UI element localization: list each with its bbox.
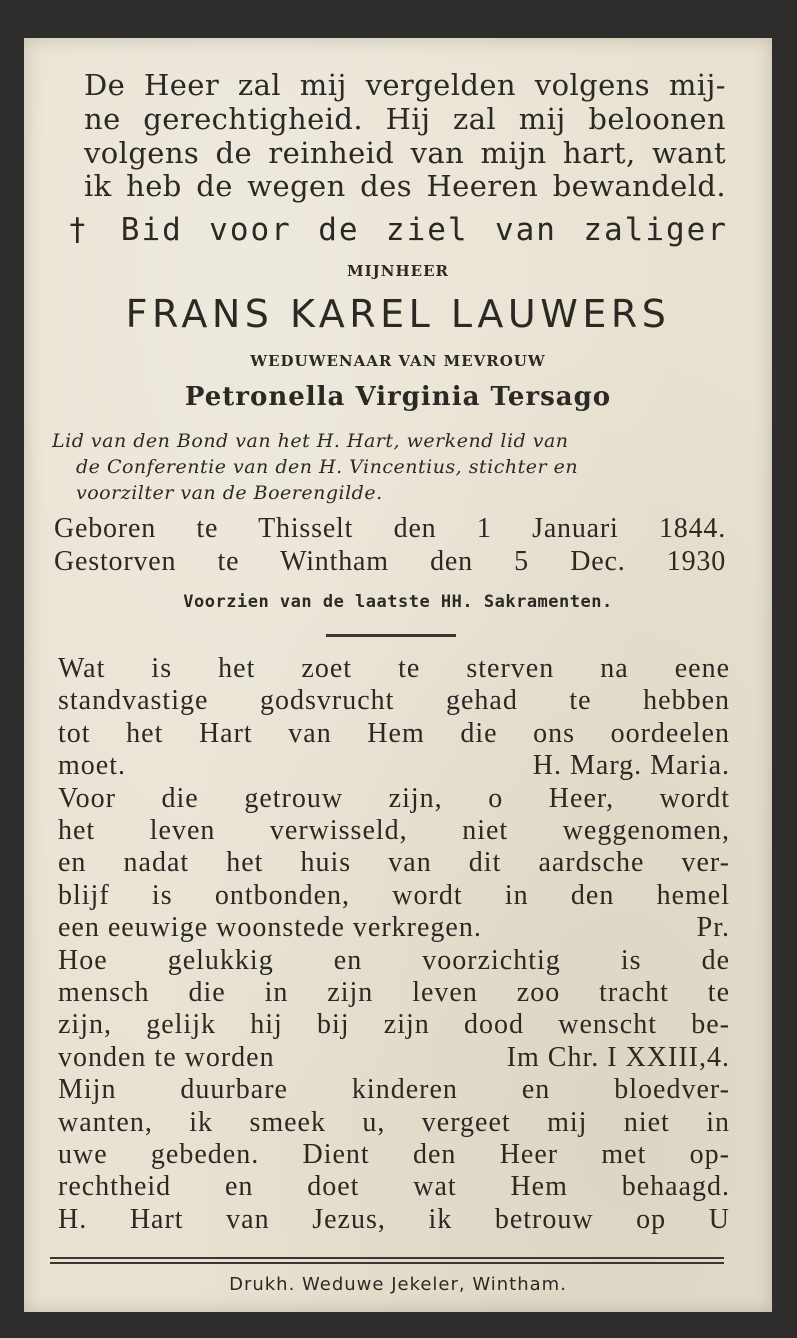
reflection-line — [58, 1204, 730, 1236]
prayer-line: † Bid voor de ziel van zaliger — [68, 212, 728, 248]
section-divider — [326, 634, 456, 637]
reflection-text: rechtheid en doet wat Hem behaagd. — [58, 1171, 730, 1203]
verse-line: De Heer zal mij vergelden volgens mij- — [84, 68, 726, 102]
membership-line: voorzilter van de Boerengilde. — [76, 482, 383, 504]
reflection-text: vonden te worden — [58, 1041, 275, 1073]
reflection-citation: H. Marg. Maria. — [532, 750, 730, 782]
footer-rule — [50, 1257, 724, 1259]
reflection-line — [58, 718, 730, 750]
reflection-text: Mijn duurbare kinderen en bloedver- — [58, 1074, 730, 1106]
reflection-text: en nadat het huis van dit aardsche ver- — [58, 847, 730, 879]
reflection-text: wanten, ik smeek u, vergeet mij niet in — [58, 1106, 730, 1138]
reflection-line — [58, 1009, 730, 1041]
reflection-text: Wat is het zoet te sterven na eene — [58, 653, 730, 684]
wife-name: Petronella Virginia Tersago — [184, 382, 612, 412]
reflection-text: zijn, gelijk hij bij zijn dood wenscht be- — [58, 1009, 730, 1041]
reflection-line — [58, 945, 730, 977]
reflection-line — [58, 750, 730, 782]
reflection-line — [58, 977, 730, 1009]
verse-line: volgens de reinheid van mijn hart, want — [84, 136, 726, 170]
deceased-name: FRANS KAREL LAUWERS — [125, 292, 671, 336]
reflection-line — [58, 847, 730, 879]
reflection-text: het leven verwisseld, niet weggenomen, — [58, 815, 730, 846]
reflection-line — [58, 912, 730, 944]
reflection-text: tot het Hart van Hem die ons oordeelen — [58, 717, 730, 749]
memorial-card — [24, 38, 772, 1312]
reflection-citation: Im Chr. I XXIII,4. — [506, 1041, 730, 1073]
birth-line: Geboren te Thisselt den 1 Januari 1844. — [54, 513, 726, 544]
reflection-line — [58, 1042, 730, 1074]
reflection-text: blijf is ontbonden, wordt in den hemel — [58, 879, 730, 911]
reflection-text: H. Hart van Jezus, ik betrouw op U — [58, 1203, 730, 1235]
reflection-line — [58, 1074, 730, 1106]
title-prefix: MIJNHEER — [347, 262, 449, 280]
reflection-text: mensch die in zijn leven zoo tracht te — [58, 977, 730, 1008]
reflection-line — [58, 653, 730, 685]
membership-line: Lid van den Bond van het H. Hart, werkend lid van — [52, 430, 569, 452]
reflection-citation: Pr. — [696, 912, 730, 944]
reflection-text: een eeuwige woonstede verkregen. — [58, 912, 482, 944]
reflection-line — [58, 1139, 730, 1171]
footer-rule — [50, 1262, 724, 1264]
reflection-text: Voor die getrouw zijn, o Heer, wordt — [58, 782, 730, 814]
reflection-text: moet. — [58, 750, 126, 782]
membership-line: de Conferentie van den H. Vincentius, stichter en — [76, 456, 579, 478]
reflection-line — [58, 880, 730, 912]
widower-label: WEDUWENAAR VAN MEVROUW — [250, 352, 546, 370]
reflection-line — [58, 815, 730, 847]
reflection-text: uwe gebeden. Dient den Heer met op- — [58, 1139, 730, 1170]
reflection-line — [58, 783, 730, 815]
verse-line: ik heb de wegen des Heeren bewandeld. — [84, 169, 726, 203]
reflection-line — [58, 1171, 730, 1203]
reflection-text: standvastige godsvrucht gehad te hebben — [58, 685, 730, 717]
sacraments-line: Voorzien van de laatste HH. Sakramenten. — [183, 592, 613, 612]
reflection-text: Hoe gelukkig en voorzichtig is de — [58, 944, 730, 976]
death-line: Gestorven te Wintham den 5 Dec. 1930 — [54, 546, 726, 577]
verse-line: ne gerechtigheid. Hij zal mij beloonen — [84, 102, 726, 136]
reflection-line — [58, 1107, 730, 1139]
reflection-line — [58, 685, 730, 717]
printer-credit: Drukh. Weduwe Jekeler, Wintham. — [229, 1274, 567, 1295]
